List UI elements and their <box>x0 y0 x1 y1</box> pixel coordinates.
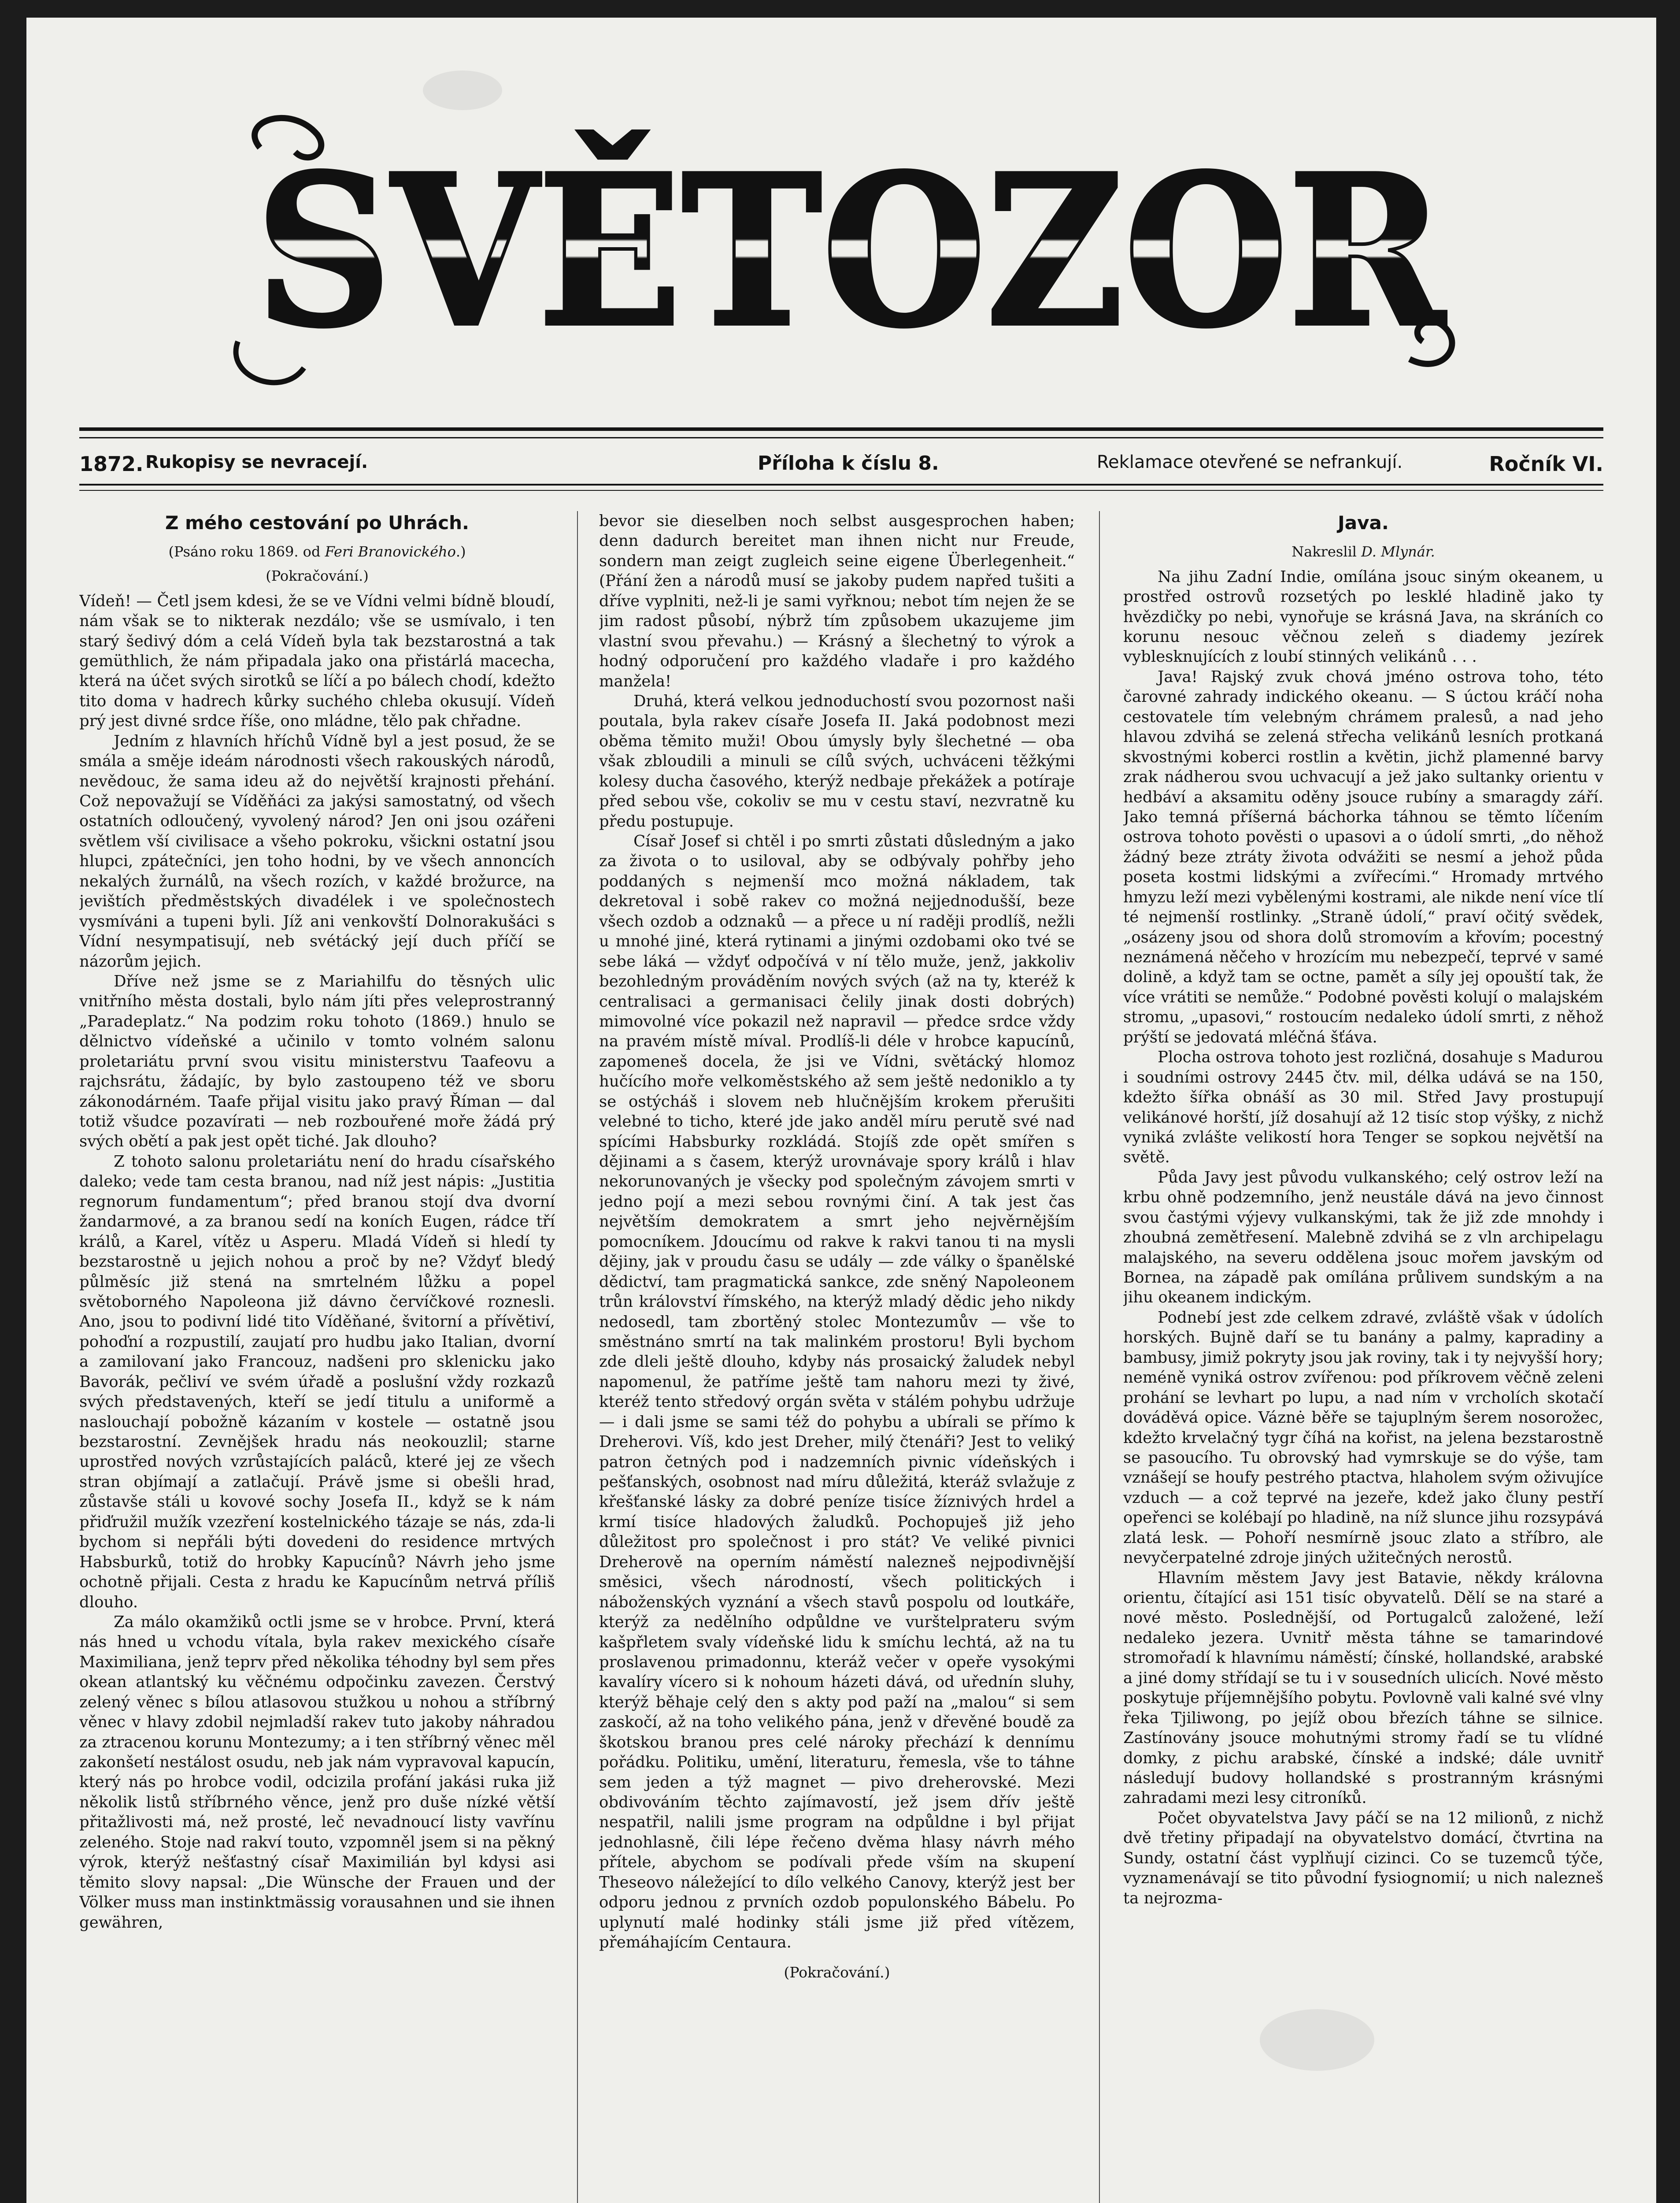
article-byline <box>1123 543 1603 561</box>
paragraph: Vídeň! — Četl jsem kdesi, že se ve Vídni velmi bídně bloudí, nám však se to nikterak nezdálo; vše se usmívalo, i ten starý šedivý dóm a celá Vídeň byla tak bezstarostná a tak gemüthlich, že nám připadala jako ona přistárlá macecha, která na účet svých sirotků se líčí a po bálech chodí, kdežto tito doma v hadrech kůrky suchého chleba okusují. Vídeň prý jest divné srdce říše, ono mládne, tělo pak chřadne. <box>79 592 555 731</box>
header-rule <box>79 484 1603 486</box>
column-1 <box>79 511 555 2203</box>
paragraph: Z tohoto salonu proletariátu není do hradu císařského daleko; vede tam cesta branou, nad níž jest nápis: „Justitia regnorum fundamentum“; před branou stojí dva dvorní žandarmové, a za branou sedí na koních Eugen, rádce tří králů, a Karel, vítěz u Asperu. Mladá Vídeň si hledí ty bezstarostně u jejich nohou a proč by ne? Vždyť bledý půlměsíc již stená na smrtelném lůžku a popel světoborného Napoleona již dávno červíčkové roznesli. Ano, jsou to podivní lidé tito Víděňané, švitorní a přívětiví, pohoďní a rozpustilí, zaujatí pro hudbu jako Italian, dvorní a zamilovaní jako Francouz, nadšeni pro sklenicku jako Bavorák, pečliví ve svém úřadě a poslušní vždy rozkazů svých představených, kteří se jedí titulu a uniformě a naslouchají pobožně kázaním v kostele — ostatně jsou bezstarostní. Zevnějšek hradu nás neokouzlil; starne uprostřed nových vzrůstajících paláců, které jej ze všech stran objímají a zatlačují. Právě jsme si obešli hrad, zůstavše stáli u kovové sochy Josefa II., když se k nám přiďružil mužík vzezření kostelnického tázaje se nás, zda-li bychom si nepřáli býti dovedeni do residence mrtvých Habsburků, totiž do hrobky Kapucínů? Návrh jeho jsme ochotně přijali. Cesta z hradu ke Kapucínům netrvá příliš dlouho. <box>79 1152 555 1611</box>
article-title: Z mého cestování po Uhrách. <box>165 512 469 534</box>
paragraph: bevor sie dieselben noch selbst ausgesprochen haben; denn dadurch bereitet man ihnen nicht nur Freude, sondern man zeigt zugleich seine eigene Überlegenheit.“ (Přání žen a národů musí se jakoby pudem napřed tušiti a dříve vyplniti, než-li je sami vyřknou; nebot tím nejen že se jim radost působí, nýbrž tím způsobem ukazujeme jim vlastní svou převahu.) — Krásný a šlechetný to výrok a hodný odporučení pro každého vladaře i pro každého manžela! <box>599 512 1075 690</box>
column-separator <box>1099 511 1100 2203</box>
newspaper-page <box>26 18 1656 2203</box>
column-3 <box>1123 511 1603 2203</box>
paragraph: Druhá, která velkou jednoduchostí svou pozornost naši poutala, byla rakev císaře Josefa II. Jaká podobnost mezi oběma těmito muži! Obou úmysly byly šlechetné — oba však zbloudili a minuli se cílů svých, uchváceni těžkými kolesy ducha časového, kterýž nedbaje překážek a potíraje před sebou vše, cokoliv se mu v cestu staví, nezvratně ku předu postupuje. <box>599 692 1075 831</box>
masthead-rule <box>79 437 1603 438</box>
paragraph: Podnebí jest zde celkem zdravé, zvláště však v údolích horských. Bujně daří se tu banány a palmy, kapradiny a bambusy, jimiž pokryty jsou jak roviny, tak i ty nejvyšší hory; neméně vyniká ostrov zvířenou: pod příkrovem věčně zeleni prohání se levhart po lupu, a nad ním v vrcholích skotačí dováděvá opice. Váznė běře se tajuplným šerem nosorožec, kdežto krvelačný tygr číhá na kořist, na jelena bezstarostně se pasoucího. Tu obrovský had vymrskuje se do výše, tam vznášejí se houfy pestrého ptactva, hlaholem svým oživujíce vzduch — a což teprvé na jezeře, kdež jako čluny pestří opeřenci se kolébají po hladině, na níž slunce jihu rozsypává zlatá lesk. — Pohoří nesmírně jsouc zlato a stříbro, ale nevyčerpatelné zdroje jiných užitečných nerostů. <box>1123 1308 1603 1567</box>
header-rule <box>79 490 1603 491</box>
masthead-info-strip <box>79 449 1603 476</box>
article-author: D. Mlynár. <box>1361 543 1435 560</box>
complaint-notice: Reklamace otevřené se nefrankují. <box>1097 452 1403 472</box>
subtitle-suffix: .) <box>455 543 466 560</box>
byline-prefix: Nakreslil <box>1291 543 1362 560</box>
masthead-rule <box>79 427 1603 431</box>
continuation-note: (Pokračování.) <box>266 567 369 584</box>
paragraph: Hlavním městem Javy jest Batavie, někdy královna orientu, čítající asi 151 tisíc obyvatelů. Dělí se na staré a nové město. Poslednější, od Portugalců založené, leží nedaleko jezera. Uvnitř města táhne se tamarindové stromořadí k hlavnímu náměstí; čínské, hollandské, arabské a jiné domy střídají se tu i v sousedních ulicích. Nové město poskytuje příjemnějšího pobytu. Povlovně vali kalné své vlny řeka Tjiliwong, po jejíž obou březích táhne se silnice. Zastínovány jsouce mohutnými stromy řadí se tu vlídné domky, z pichu arabské, čínské a indské; dále uvnitř následují budovy hollandské s prostranným krásnými zahradami mezi lesy citroníků. <box>1123 1569 1603 1807</box>
article-author: Feri Branovického <box>325 543 456 560</box>
masthead-wordmark: SVĚTOZOR <box>255 130 1447 373</box>
paragraph: Dříve než jsme se z Mariahilfu do těsných ulic vnitřního města dostali, bylo nám jíti přes veleprostranný „Paradeplatz.“ Na podzim roku tohoto (1869.) hnulo se dělnictvo vídeňské a učinilo v tomto volném salonu proletariátu první svou visitu ministerstvu Taafeovu a rajchsrátu, žádajíc, by bylo zastoupeno též ve sboru zákonodárném. Taafe přijal visitu jako pravý Říman — dal totiž všudce pozavírati — neb rozbouřené moře žádá prý svých obětí a pak jest opět tiché. Jak dlouho? <box>79 972 555 1151</box>
article-title: Java. <box>1338 512 1389 534</box>
masthead-logo <box>220 95 1480 412</box>
paragraph: Jedním z hlavních hříchů Vídně byl a jest posud, že se smála a směje ideám národnosti všech rakouských národů, nevědouc, že sama ideu až do největší krajnosti přehání. Což nepovažují se Víděňáci za jakýsi samostatný, od všech ostatních odloučený, vyvolený národ? Jen oni jsou ozářeni světlem vší civilisace a všeho pokroku, všickni ostatní jsou hlupci, zpátečníci, jen toho hodni, by ve všech annoncích nekalých žurnálů, na všech rozích, v každé brožurce, na jevištích předměstských divadélek i ve společnostech vysmíváni a tupeni byli. Jíž ani venkovští Dolnorakušáci s Vídní nesympatisují, neb svétácký její duch příčí se názorům jejich. <box>79 732 555 971</box>
article-subtitle <box>79 543 555 561</box>
paragraph: Císař Josef si chtěl i po smrti zůstati důsledným a jako za života o to usiloval, aby se odbývaly pohřby jeho poddaných s nejmenší mco možná nákladem, tak dekretoval i sobě rakev co možná nejjednodušší, beze všech ozdob a odznaků — a přece u ní raději prodlíš, nežli u mnohé jiné, která rytinami a jinými ozdobami oko tvé se sebe láká — vždyť odpočívá v ní tělo muže, jenž, jakkoliv bezohledným prováděním nových svých (až na ty, kteréž k centralisaci a germanisaci čelily jinak dosti dobrých) mimovolné více pokazil než napravil — předce srdce vždy na pravém místě míval. Prodlíš-li déle v hrobce kapucínů, zapomeneš docela, že jsi ve Vídni, světácký hlomoz hučícího moře velkoměstského až sem ještě nedoniklo a ty se ostýcháš i slovem neb hlučnějším krokem přerušiti velebné to ticho, které jde jako anděl míru perutě své nad spícími Habsburky rozkládá. Stojíš zde opět smířen s dějinami a s časem, kterýž urovnávaje spory králů i hlav nekorunovaných je všecky pod společným závojem smrti v jedno pojí a mezi sebou rovnými činí. A tak jest čas největším demokratem a smrt jeho nejvěrnějším pomocníkem. Jdoucímu od rakve k rakvi tanou ti na mysli dějiny, jak v proudu času se udály — zde války o španělské dědictví, tam pragmatická sankce, zde sněný Napoleonem trůn království římského, na kterýž mladý dědic jeho nikdy nedosedl, tam zbortěný stolec Montezumův — vše to směstnáno smrtí na tak malinkém prostoru! Byli bychom zde dleli ještě dlouho, kdyby nás prosaický žaludek nebyl napomenul, že patříme ještě tam nahoru mezi ty živé, kteréž tento středový orgán světa v stálém pohybu udržuje — i dali jsme se sami též do pohybu a ubírali se přímo k Dreherovi. Víš, kdo jest Dreher, milý čtenáři? Jest to veliký patron četných pod i nadzemních pivnic vídeňských i pešťanských, osobnost nad míru důležitá, kteráž svlažuje z křešťanské lásky za dobré peníze tisíce žíznivých hrdel a krmí tisíce hladových žaludků. Pochopuješ již jeho důležitost pro společnost i pro stát? Ve veliké pivnici Dreherově na operním náměstí nalezneš nejpodivnější směsici, všech národností, všech politických i náboženských vyznání a všech stavů pospolu od loutkáře, kterýž za nedělního odpůldne ve vurštelprateru svým kašpřletem svaly vídeňské lidu k smíchu lechtá, až na tu proslavenou primadonnu, kteráž večer v opeře vysokými kavalíry vícero si k nohoum házeti dává, od uřednín sluhy, kterýž běhaje celý den s akty pod paží na „malou“ si sem zaskočí, až na toho velikého pána, jenž v dřevěné boudě za škotskou branou pres celé nároky přechází k dennímu pořádku. Politiku, umění, literaturu, řemesla, vše to táhne sem jeden a týž magnet — pivo dreherovské. Mezi obdivováním těchto zajímavostí, jež jsem dřív ještě nespatřil, nalili jsme program na odpůldne i byl přijat jednohlasně, čili lépe řečeno dvěma hlasy návrh mého přítele, abychom se podívali přede vším na skupení Theseovo náležející to dílo velkého Canovy, kterýž jest ber odporu jednou z prvních ozdob populonského Bábelu. Po uplynutí malé hodinky stáli jsme již před vítězem, přemáhajícím Centaura. <box>599 832 1075 1952</box>
paragraph: Java! Rajský zvuk chová jméno ostrova toho, této čarovné zahrady indického okeanu. — S úctou kráčí noha cestovatele tím velebným chrámem pralesů, a nad jeho hlavou zdvihá se zelená střecha velikánů lesních protkaná skvostnými koberci rostlin a květin, jichž plamenné barvy zrak nádherou svou uchvacují a jež jako sultanky orientu v hedbáví a aksamitu oděny jsouce rubíny a smaragdy září. Jako temná příšerná báchorka táhnou se těmto líčením ostrova tohoto pověsti o upasovi a o údolí smrti, „do něhož žádný beze ztráty života odvážiti se nesmí a jehož půda poseta kostmi lidskými a zvířecími.“ Hromady mrtvého hmyzu leží mezi vybělenými kostrami, ale nikde není více tlí té nejmenší rostlinky. „Straně údolí,“ praví očitý svědek, „osázeny jsou od shora dolů stromovím a křovím; pocestný neznámená něčeho v hrozícím mu nebezpečí, teprvé v samé dolině, a když tam se octne, pamět a síly jej opouští tak, že více vrátiti se nemůže.“ Podobné pověsti kolují o malajském stromu, „upasovi,“ rostoucím nedaleko údolí smrti, z něhož prýští se jedovatá mléčná šťáva. <box>1123 668 1603 1046</box>
continuation-footer: (Pokračování.) <box>784 1963 890 1981</box>
paragraph: Půda Javy jest původu vulkanského; celý ostrov leží na krbu ohně podzemního, jenž neustále dává na jevo činnost svou častými výjevy vulkanskými, tak že již zde mnohdy i zhoubná zemětřesení. Malebně zdvihá se z vln archipelagu malajského, na severu oddělena jsouc mořem javským od Bornea, na západě pak omílána průlivem sundským a na jihu okeanem indickým. <box>1123 1168 1603 1307</box>
supplement-label: Příloha k číslu 8. <box>758 452 939 475</box>
column-separator <box>577 511 578 2203</box>
manuscript-notice: Rukopisy se nevracejí. <box>145 452 368 472</box>
masthead-title <box>220 95 1480 412</box>
volume-label: Ročník VI. <box>1489 452 1603 476</box>
paragraph: Plocha ostrova tohoto jest rozličná, dosahuje s Madurou i soudními ostrovy 2445 čtv. mil, délka udává se na 150, kdežto šířka obnáší as 30 mil. Střed Javy prostupují velikánové horští, jíž dosahují až 12 tisíc stop výšky, z nichž vyniká zvlášte velikostí hora Tenger se sopkou největší na světě. <box>1123 1048 1603 1167</box>
column-2 <box>599 511 1075 2203</box>
paragraph: Počet obyvatelstva Javy páčí se na 12 milionů, z nichž dvě třetiny připadají na obyvatelstvo domácí, čtvrtina na Sundy, ostatní část vyplňují cizinci. Co se tuzemců týče, vyznamenávají se tito původní fysiognomií; u nich nalezneš ta nejrozma- <box>1123 1809 1603 1907</box>
year-label: 1872. <box>79 452 144 476</box>
subtitle-prefix: (Psáno roku 1869. od <box>168 543 325 560</box>
paragraph: Na jihu Zadní Indie, omílána jsouc siným okeanem, u prostřed ostrovů rozsetých po lesklé hladině jako ty hvězdičky po nebi, vynořuje se krásná Java, na skráních co korunu nesouc věčnou zeleň s diademy jezírek vyblesknujících z loubí stinných velikánů . . . <box>1123 567 1603 666</box>
paragraph: Za málo okamžiků octli jsme se v hrobce. První, která nás hned u vchodu vítala, byla rakev mexického císaře Maximiliana, jenž teprv před několika téhodny byl sem přes okean atlantský ku věčnému odpočinku zavezen. Čerstvý zelený věnec s bílou atlasovou stužkou u nohou a stříbrný věnec v hlavy zdobil nejmladší rakev tuto jakoby náhradou za ztracenou korunu Montezumy; a i ten stříbrný věnec měl zakonšetí nestálost osudu, neb jak nám vypravoval kapucín, který nás po hrobce vodil, odcizila profání jakási ruka již několik listů stříbrného věnce, jenž pro duše nízké větší přitažlivosti má, než prosté, leč nevadnoucí listy vavřínu zeleného. Stoje nad rakví touto, vzpomněl jsem si na pěkný výrok, kterýž nešťastný císař Maximilián byl kdysi asi těmito slovy napsal: „Die Wünsche der Frauen und der Völker muss man instinktmässig vorausahnen und sie ihnen gewähren, <box>79 1613 555 1932</box>
